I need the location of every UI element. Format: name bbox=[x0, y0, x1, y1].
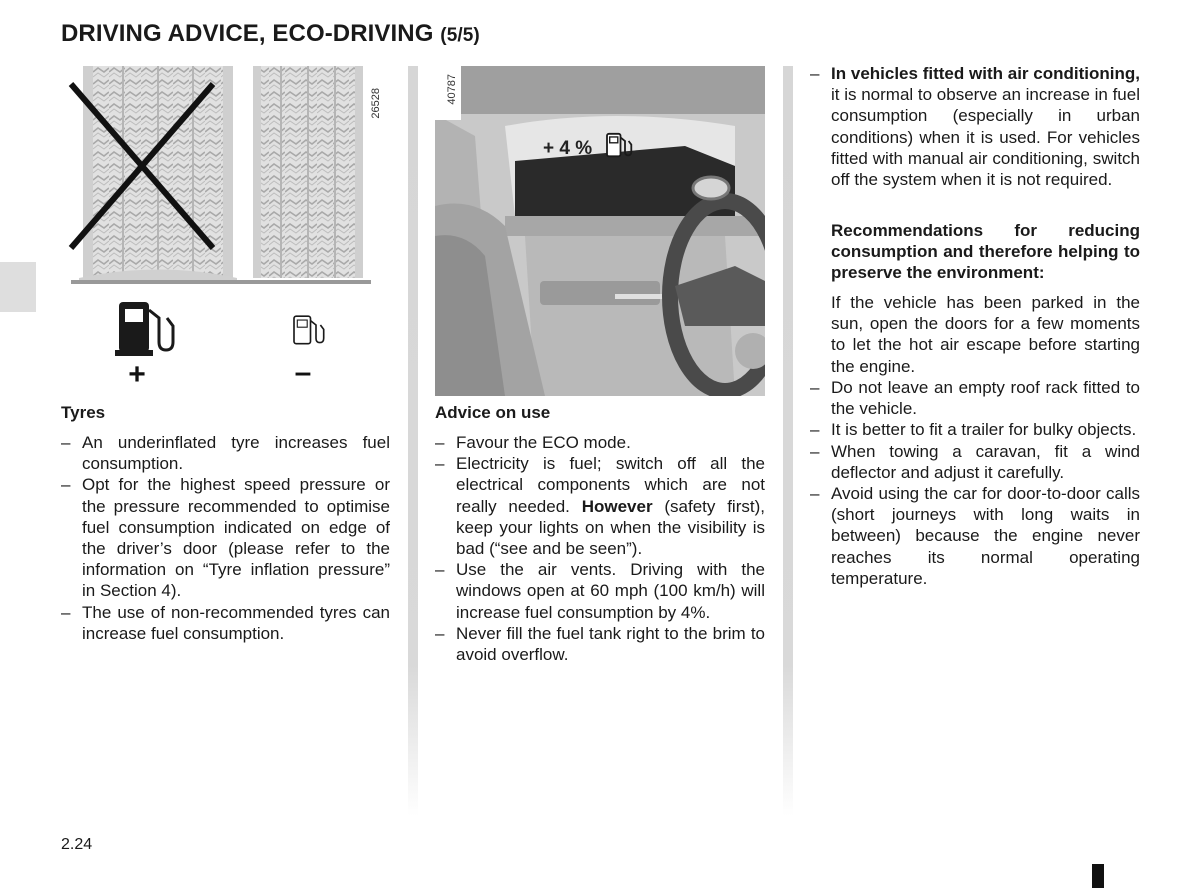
advice-safety-text: (safety first), keep your lights on when the visibility is bad (“see and be seen”). bbox=[456, 496, 765, 559]
page-number: 2.24 bbox=[61, 836, 93, 853]
tyres-list bbox=[61, 432, 390, 644]
list-item: – When towing a caravan, fit a wind deflector and adjust it carefully. bbox=[810, 441, 1140, 483]
fuel-pump-icon bbox=[115, 302, 173, 356]
fuel-increase-label: + 4 % bbox=[543, 138, 593, 159]
fuel-pump-icon bbox=[294, 316, 324, 344]
title-part: (5/5) bbox=[440, 25, 480, 46]
air-conditioning-list bbox=[810, 63, 1140, 190]
figure-ref-number: 26528 bbox=[370, 88, 382, 119]
parked-sun-paragraph: If the vehicle has been parked in the sun, open the doors for a few moments to let the hot air escape before starting the engine. bbox=[831, 293, 1140, 376]
list-item: – Favour the ECO mode. bbox=[435, 432, 765, 453]
tyre-illustration bbox=[61, 66, 401, 391]
car-interior-illustration bbox=[435, 66, 765, 396]
page-title bbox=[61, 20, 480, 48]
tyres-heading: Tyres bbox=[61, 403, 106, 422]
advice-however-bold: However bbox=[581, 496, 653, 516]
correctly-inflated-tyre bbox=[241, 66, 371, 284]
more-consumption-symbol: + bbox=[128, 358, 146, 391]
underinflated-tyre bbox=[71, 66, 251, 284]
column-divider-right bbox=[783, 66, 793, 816]
list-item: – Opt for the highest speed pressure or the pressure recommended to optimise fuel consumption indicated on edge of the driver’s door (please refer to the information on “Tyre inflation pressure” in Section 4). bbox=[61, 474, 390, 601]
advice-electricity-text: Electricity is fuel; switch off all the electrical components which are not really needed. bbox=[456, 454, 765, 516]
list-item: – It is better to fit a trailer for bulky objects. bbox=[810, 419, 1140, 440]
list-item: – Never fill the fuel tank right to the brim to avoid overflow. bbox=[435, 623, 765, 665]
list-item: – An underinflated tyre increases fuel consumption. bbox=[61, 432, 390, 474]
figure-ref-number: 40787 bbox=[446, 74, 458, 105]
list-item: – Avoid using the car for door-to-door calls (short journeys with long waits in between) because the engine never reaches its normal operating temperature. bbox=[810, 483, 1140, 589]
ac-body-text: it is normal to observe an increase in fuel consumption (especially in urban conditions) when it is used. For vehicles fitted with manual air conditioning, switch off the system when it is not required. bbox=[831, 85, 1140, 190]
less-consumption-symbol: – bbox=[294, 356, 312, 389]
recommendations-list bbox=[810, 377, 1140, 589]
list-item: – Do not leave an empty roof rack fitted to the vehicle. bbox=[810, 377, 1140, 419]
list-item: – Use the air vents. Driving with the windows open at 60 mph (100 km/h) will increase fuel consumption by 4%. bbox=[435, 559, 765, 623]
advice-list bbox=[435, 432, 765, 665]
column-divider-left bbox=[408, 66, 418, 816]
title-text: DRIVING ADVICE, ECO-DRIVING bbox=[61, 20, 434, 47]
list-item bbox=[810, 63, 1140, 190]
list-item bbox=[435, 453, 765, 559]
advice-heading: Advice on use bbox=[435, 403, 551, 422]
recommendations-heading: Recommendations for reducing consumption and therefore helping to preserve the environment: bbox=[831, 221, 1140, 283]
page-edge-marker bbox=[1092, 864, 1104, 888]
section-side-tab bbox=[0, 262, 36, 312]
ac-bold-text: In vehicles fitted with air conditioning, bbox=[831, 64, 1140, 83]
list-item: – The use of non-recommended tyres can increase fuel consumption. bbox=[61, 602, 390, 644]
